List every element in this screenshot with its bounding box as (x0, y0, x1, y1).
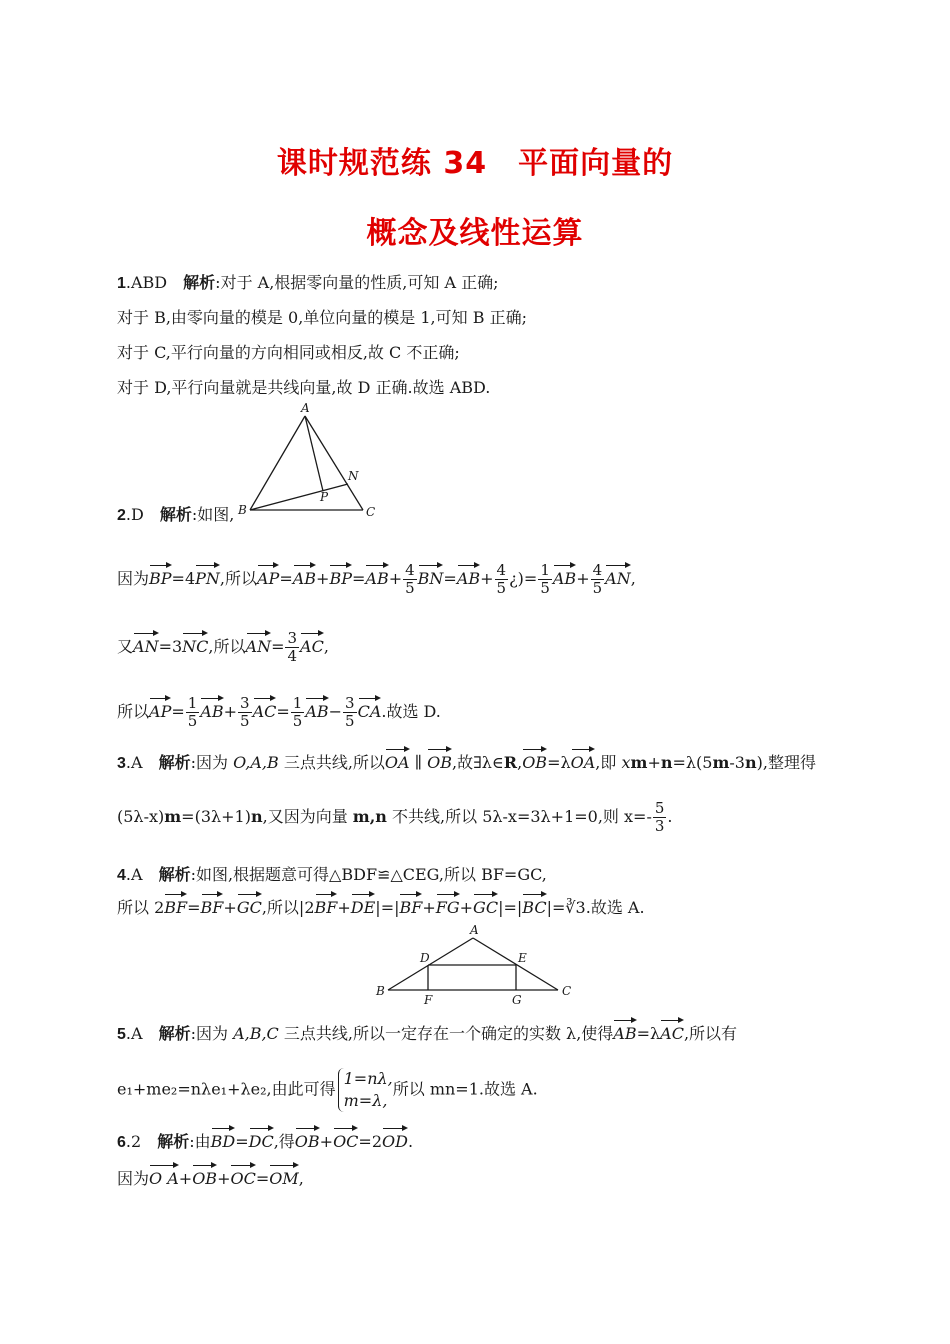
fraction: $\frac{4}{5}$ (405, 561, 415, 597)
fraction: $\frac{1}{5}$ (187, 694, 198, 730)
fig1-label-c: C (366, 505, 376, 519)
vector-oc: OC (230, 1163, 255, 1188)
vector-de: DE (351, 892, 376, 917)
vector-oa: OA (385, 747, 410, 772)
vector-bf: BF (164, 892, 187, 917)
vector-dc: DC (249, 1126, 274, 1151)
q3-line-1: 3.A 解析:因为 O,A,B 三点共线,所以OA ∥ OB,故∃λ∈R,OB=λOA,即 xm+n=λ(5m-3n),整理得 (117, 747, 816, 773)
vector-gc: GC (237, 892, 262, 917)
vector-fg: FG (436, 892, 460, 917)
question-number: 3 (117, 755, 126, 772)
vector-oc: OC (333, 1126, 358, 1151)
vector-bf: BF (315, 892, 338, 917)
q3-line-2: (5λ-x)m=(3λ+1)n,又因为向量 m,n 不共线,所以 5λ-x=3λ+1=0,则 x=- $\frac{5}{3}$ . (117, 799, 673, 835)
q1-line-4: 对于 D,平行向量就是共线向量,故 D 正确.故选 ABD. (117, 378, 491, 397)
equation-system: 1=nλ, m=λ, (338, 1068, 393, 1112)
question-number: 1 (117, 275, 126, 292)
fraction: $\frac{1}{5}$ (292, 694, 303, 730)
triangle-figure-2 (370, 920, 580, 1010)
vector-ac: AC (253, 696, 277, 721)
vector-bf: BF (399, 892, 422, 917)
vector-bf: BF (201, 892, 224, 917)
q1-line-3: 对于 C,平行向量的方向相同或相反,故 C 不正确; (117, 343, 460, 362)
analysis-label: 解析 (158, 1024, 191, 1043)
fraction: $\frac{5}{3}$ (654, 799, 665, 835)
vector-ca: CA (358, 696, 382, 721)
vector-bd: BD (211, 1126, 236, 1151)
question-number: 5 (117, 1026, 126, 1043)
fraction: $\frac{3}{5}$ (345, 694, 355, 730)
analysis-label: 解析 (157, 1132, 190, 1151)
fig2-label-e: E (518, 951, 527, 965)
fig2-label-a: A (470, 923, 479, 937)
vector-ab: AB (365, 563, 388, 588)
vector-od: OD (382, 1126, 408, 1151)
title-line-1: 课时规范练 34 平面向量的 (276, 146, 674, 181)
q5-line-2: e₁+me₂=nλe₁+λe₂,由此可得 1=nλ, m=λ, 所以 mn=1.故选 A. (117, 1069, 538, 1110)
vector-bn: BN (418, 563, 444, 588)
analysis-label: 解析 (158, 753, 191, 772)
vector-bp: BP (149, 563, 172, 588)
vector-ab: AB (553, 563, 576, 588)
vector-oa: O A (149, 1163, 179, 1188)
vector-gc: GC (473, 892, 498, 917)
fraction: $\frac{3}{4}$ (287, 629, 298, 665)
fig2-label-f: F (424, 993, 433, 1007)
fig2-label-c: C (562, 984, 572, 998)
vector-oa: OA (571, 747, 596, 772)
vector-pn: PN (195, 563, 220, 588)
q4-line-2: 所以 2BF=BF+GC,所以|2BF+DE|=|BF+FG+GC|=|BC|=∛3.故选 A. (117, 892, 645, 918)
analysis-label: 解析 (159, 505, 192, 524)
vector-ob: OB (192, 1163, 217, 1188)
vector-bc: BC (522, 892, 546, 917)
vector-an: AN (133, 631, 159, 656)
vector-ob: OB (295, 1126, 320, 1151)
vector-ac: AC (660, 1018, 684, 1043)
question-number: 4 (117, 867, 126, 884)
vector-om: OM (269, 1163, 299, 1188)
vector-ab: AB (613, 1018, 636, 1043)
triangle-figure-1 (230, 398, 390, 523)
q6-line-2: 因为O A+OB+OC=OM, (117, 1163, 304, 1189)
vector-ab: AB (305, 696, 328, 721)
vector-ob: OB (427, 747, 452, 772)
title-line-2: 概念及线性运算 (366, 216, 584, 251)
q4-line-1: 4.A 解析:如图,根据题意可得△BDF≌△CEG,所以 BF=GC, (117, 865, 547, 884)
q1-line-2: 对于 B,由零向量的模是 0,单位向量的模是 1,可知 B 正确; (117, 308, 527, 327)
analysis-label: 解析 (158, 865, 191, 884)
vector-ob: OB (522, 747, 547, 772)
vector-an: AN (246, 631, 272, 656)
vector-bp: BP (329, 563, 352, 588)
fig1-label-n: N (348, 469, 359, 483)
fig2-label-d: D (420, 951, 430, 965)
q5-line-1: 5.A 解析:因为 A,B,C 三点共线,所以一定存在一个确定的实数 λ,使得AB=λAC,所以有 (117, 1018, 737, 1044)
q2-line-4: 所以AP= $\frac{1}{5}$ AB+ $\frac{3}{5}$ AC= $\frac{1}{5}$ AB− $\frac{3}{5}$ CA.故选 D. (117, 694, 441, 730)
q6-line-1: 6.2 解析:由BD=DC,得OB+OC=2OD. (117, 1126, 413, 1152)
fraction: $\frac{4}{5}$ (592, 561, 603, 597)
q2-line-2: 因为BP=4PN,所以AP=AB+BP=AB+ $\frac{4}{5}$ BN=AB+ $\frac{4}{5}$ ¿)= $\frac{1}{5}$ AB+ $\frac{4}{5}$ AN, (117, 561, 636, 597)
analysis-label: 解析 (183, 273, 216, 292)
question-number: 2 (117, 507, 126, 524)
fraction: $\frac{4}{5}$ (496, 561, 507, 597)
vector-ap: AP (149, 696, 171, 721)
vector-ac: AC (300, 631, 324, 656)
vector-nc: NC (182, 631, 208, 656)
vector-ap: AP (257, 563, 279, 588)
vector-an: AN (605, 563, 631, 588)
q1-line-1: 1.ABD 解析:对于 A,根据零向量的性质,可知 A 正确; (117, 273, 499, 292)
q2-line-1: 2.D 解析:如图, (117, 505, 235, 524)
fig1-label-b: B (238, 503, 247, 517)
vector-ab: AB (457, 563, 480, 588)
fig1-label-p: P (320, 490, 329, 504)
fig2-label-b: B (376, 984, 385, 998)
q2-line-3: 又AN=3NC,所以AN= $\frac{3}{4}$ AC, (117, 629, 329, 665)
fig1-label-a: A (301, 401, 310, 415)
question-number: 6 (117, 1134, 126, 1151)
fraction: $\frac{3}{5}$ (240, 694, 250, 730)
vector-ab: AB (293, 563, 316, 588)
vector-ab: AB (200, 696, 223, 721)
fraction: $\frac{1}{5}$ (540, 561, 550, 597)
fig2-label-g: G (512, 993, 522, 1007)
